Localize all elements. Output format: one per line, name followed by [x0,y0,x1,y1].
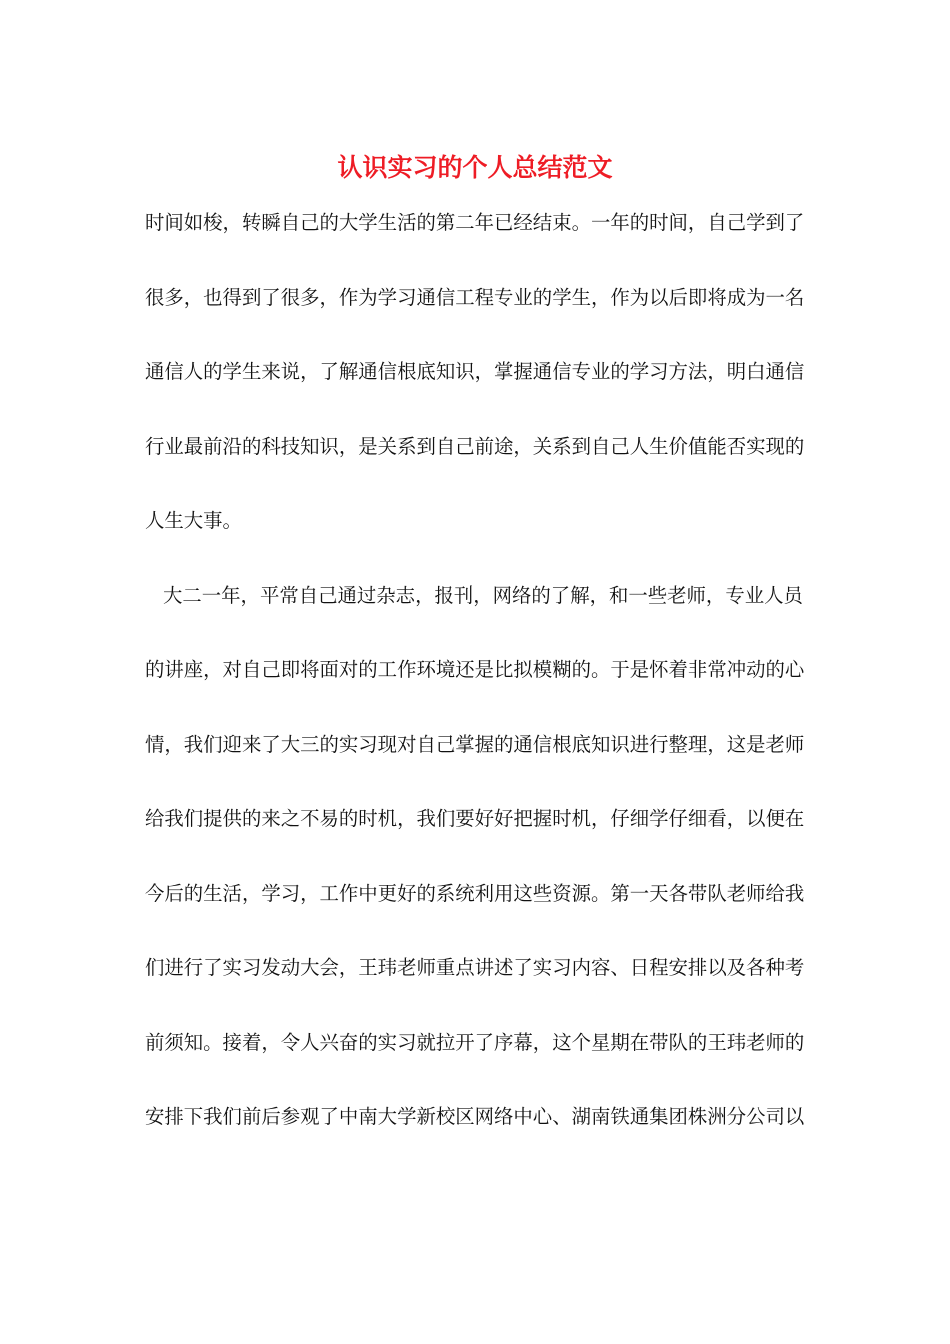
paragraph-line: 人生大事。 [145,509,242,532]
paragraph-line: 很多，也得到了很多，作为学习通信工程专业的学生，作为以后即将成为一名 [145,285,805,309]
paragraph-line: 大二一年，平常自己通过杂志，报刊，网络的了解，和一些老师，专业人员 [163,583,803,607]
paragraph-line: 给我们提供的来之不易的时机，我们要好好把握时机，仔细学仔细看，以便在 [145,807,805,830]
document-body [145,205,805,1174]
paragraph-line: 安排下我们前后参观了中南大学新校区网络中心、湖南铁通集团株洲分公司以 [145,1105,805,1128]
paragraph-line: 今后的生活，学习，工作中更好的系统利用这些资源。第一天各带队老师给我 [145,881,805,905]
paragraph-line: 的讲座，对自己即将面对的工作环境还是比拟模糊的。于是怀着非常冲动的心 [145,658,805,681]
paragraph-line: 们进行了实习发动大会，王玮老师重点讲述了实习内容、日程安排以及各种考 [145,956,805,979]
paragraph-line: 行业最前沿的科技知识，是关系到自己前途，关系到自己人生价值能否实现的 [145,434,805,458]
paragraph-line: 情，我们迎来了大三的实习现对自己掌握的通信根底知识进行整理，这是老师 [145,732,805,756]
document-title: 认识实习的个人总结范文 [337,153,613,182]
paragraph-line: 通信人的学生来说，了解通信根底知识，掌握通信专业的学习方法，明白通信 [145,360,805,383]
paragraph-line: 时间如梭，转瞬自己的大学生活的第二年已经结束。一年的时间，自己学到了 [145,211,805,234]
paragraph-line: 前须知。接着，令人兴奋的实习就拉开了序幕，这个星期在带队的王玮老师的 [145,1030,805,1054]
